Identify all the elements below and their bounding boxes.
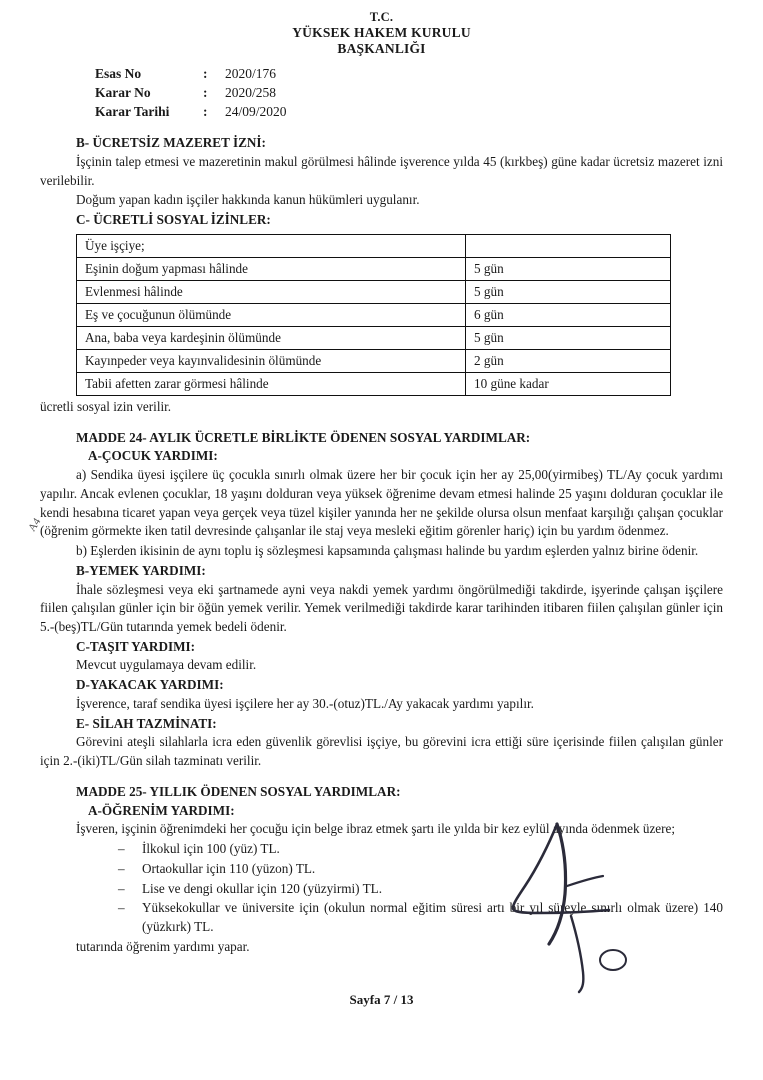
header-tc: T.C. — [369, 10, 394, 24]
document-header — [40, 10, 723, 57]
heading-e-silah-tazminati: E- SİLAH TAZMİNATI: — [76, 715, 217, 731]
page-footer — [0, 992, 763, 1008]
table-row — [77, 280, 671, 303]
list-item-label: Yüksekokullar ve üniversite için (okulun normal eğitim süresi artı bir yıl süreyle sınırlı olmak üzere) 140 (yüzkırk) TL. — [142, 900, 723, 935]
paragraph-yakacak-yardimi: İşverence, taraf sendika üyesi işçilere her ay 30.-(otuz)TL./Ay yakacak yardımı yapılır. — [76, 695, 534, 711]
paragraph-yemek-yardimi: İhale sözleşmesi veya eki şartnamede ayni veya nakdi yemek yardımı öngörülmediği takdirde, işyerinde çalışan işçilere fiilen çalışılan günler için bir öğün yemek verilir. Yemek verilmediği takdirde karar tarihinden itibaren fiilen çalışılan günler için 5.-(beş)TL/Gün tutarında yemek bedeli ödenir. — [40, 581, 723, 634]
heading-c-tasit-yardimi: C-TAŞIT YARDIMI: — [76, 638, 196, 654]
meta-value-karar-tarihi: 24/09/2020 — [225, 104, 287, 120]
heading-d-yakacak-yardimi: D-YAKACAK YARDIMI: — [76, 677, 224, 693]
list-item-label: Lise ve dengi okullar için 120 (yüzyirmi) TL. — [142, 880, 383, 896]
paragraph-ogrenim-yardimi: İşveren, işçinin öğrenimdeki her çocuğu için belge ibraz etmek şartı ile yılda bir kez eylül ayında ödenmek üzere; — [76, 821, 676, 837]
heading-madde-24: MADDE 24- AYLIK ÜCRETLE BİRLİKTE ÖDENEN SOSYAL YARDIMLAR: — [76, 429, 531, 445]
table-row-header — [77, 234, 671, 257]
dash-icon: – — [118, 860, 125, 876]
meta-colon-karar-no: : — [203, 84, 208, 100]
heading-c-ucretli-sosyal-izinler: C- ÜCRETLİ SOSYAL İZİNLER: — [76, 212, 271, 228]
case-meta — [95, 65, 723, 123]
page-number-label: Sayfa 7 / 13 — [349, 992, 414, 1007]
table-cell-case: Tabii afetten zarar görmesi hâlinde — [77, 372, 466, 395]
table-row — [77, 372, 671, 395]
ogrenim-yardimi-list — [40, 840, 723, 937]
paragraph-tasit-yardimi: Mevcut uygulamaya devam edilir. — [76, 657, 257, 673]
meta-label-karar-tarihi: Karar Tarihi — [95, 104, 170, 120]
paragraph-cocuk-yardimi-a: a) Sendika üyesi işçilere üç çocukla sınırlı olmak üzere her bir çocuk için her ay 25,00(yirmibeş) TL/Ay çocuk yardımı yapılır. Ancak evlenen çocuklar, 18 yaşını dolduran veya yüksek öğrenime devam etmesi halinde 25 yaşını dolduran çocuklar ile kendi hesabına ticaret yapan veya gerçek veya tüzel kişiler yanında her ne şekilde olursa olsun menfaat karşılığı çalışan çocuklar (öğrenim görmekte iken tatil devresinde çalışanlar ile staj veya mesleki eğitim görenler hariç) için bu yardım ödenmez. — [40, 467, 723, 539]
table-cell-case: Kayınpeder veya kayınvalidesinin ölümünde — [77, 349, 466, 372]
heading-b-ucretsiz-mazeret-izni: B- ÜCRETSİZ MAZERET İZNİ: — [76, 135, 266, 151]
header-department: BAŞKANLIĞI — [337, 40, 426, 56]
paragraph-dogum-yapan-kadin: Doğum yapan kadın işçiler hakkında kanun hükümleri uygulanır. — [76, 192, 420, 208]
document-body — [40, 134, 723, 956]
list-item — [118, 860, 723, 879]
table-cell-case: Eş ve çocuğunun ölümünde — [77, 303, 466, 326]
table-row — [77, 257, 671, 280]
meta-colon-karar-tarihi: : — [203, 104, 208, 120]
heading-a-cocuk-yardimi: A-ÇOCUK YARDIMI: — [88, 448, 218, 464]
sosyal-izin-table-wrapper — [76, 234, 723, 396]
table-cell-duration: 6 gün — [466, 303, 671, 326]
paragraph-ucretsiz-mazeret: İşçinin talep etmesi ve mazeretinin makul görülmesi hâlinde işverence yılda 45 (kırkbeş) güne kadar ücretsiz mazeret izni verilebilir. — [40, 153, 723, 188]
table-cell-case: Ana, baba veya kardeşinin ölümünde — [77, 326, 466, 349]
paragraph-izin-verilir: ücretli sosyal izin verilir. — [40, 398, 172, 414]
meta-row-karar-tarihi — [95, 103, 287, 122]
heading-madde-25: MADDE 25- YILLIK ÖDENEN SOSYAL YARDIMLAR: — [76, 783, 401, 799]
meta-colon-esas-no: : — [203, 65, 208, 81]
dash-icon: – — [118, 900, 125, 916]
table-cell-duration: 5 gün — [466, 280, 671, 303]
header-institution: YÜKSEK HAKEM KURULU — [292, 24, 471, 40]
meta-label-karar-no: Karar No — [95, 84, 151, 100]
meta-label-esas-no: Esas No — [95, 65, 142, 81]
table-cell-duration: 10 güne kadar — [466, 372, 671, 395]
table-cell-duration: 2 gün — [466, 349, 671, 372]
dash-icon: – — [118, 880, 125, 896]
paragraph-ogrenim-son: tutarında öğrenim yardımı yapar. — [76, 938, 250, 954]
heading-b-yemek-yardimi: B-YEMEK YARDIMI: — [76, 562, 206, 578]
paragraph-silah-tazminati: Görevini ateşli silahlarla icra eden güvenlik görevlisi işçiye, bu görevini icra ettiği süre içerisinde fiilen çalışılan günler için 2.-(iki)TL/Gün silah tazminatı verilir. — [40, 734, 723, 769]
table-row — [77, 303, 671, 326]
table-row — [77, 326, 671, 349]
table-cell-duration: 5 gün — [466, 326, 671, 349]
table-row — [77, 349, 671, 372]
list-item — [118, 840, 723, 859]
meta-value-karar-no: 2020/258 — [225, 84, 277, 100]
meta-value-esas-no: 2020/176 — [225, 65, 277, 81]
heading-a-ogrenim-yardimi: A-ÖĞRENİM YARDIMI: — [88, 802, 235, 818]
table-header-blank — [466, 234, 671, 257]
table-cell-case: Evlenmesi hâlinde — [77, 280, 466, 303]
dash-icon: – — [118, 841, 125, 857]
meta-row-esas-no — [95, 65, 287, 84]
sosyal-izin-table — [76, 234, 671, 396]
list-item-label: Ortaokullar için 110 (yüzon) TL. — [142, 860, 316, 876]
list-item — [118, 899, 723, 936]
list-item — [118, 880, 723, 899]
table-header-uye-isciye: Üye işçiye; — [77, 234, 466, 257]
table-cell-case: Eşinin doğum yapması hâlinde — [77, 257, 466, 280]
table-cell-duration: 5 gün — [466, 257, 671, 280]
paragraph-cocuk-yardimi-b: b) Eşlerden ikisinin de aynı toplu iş sözleşmesi kapsamında çalışması halinde bu yardım eşlerden yalnız birine ödenir. — [76, 543, 699, 559]
margin-annotation: A4 — [26, 516, 44, 534]
meta-row-karar-no — [95, 84, 287, 103]
list-item-label: İlkokul için 100 (yüz) TL. — [142, 841, 280, 857]
